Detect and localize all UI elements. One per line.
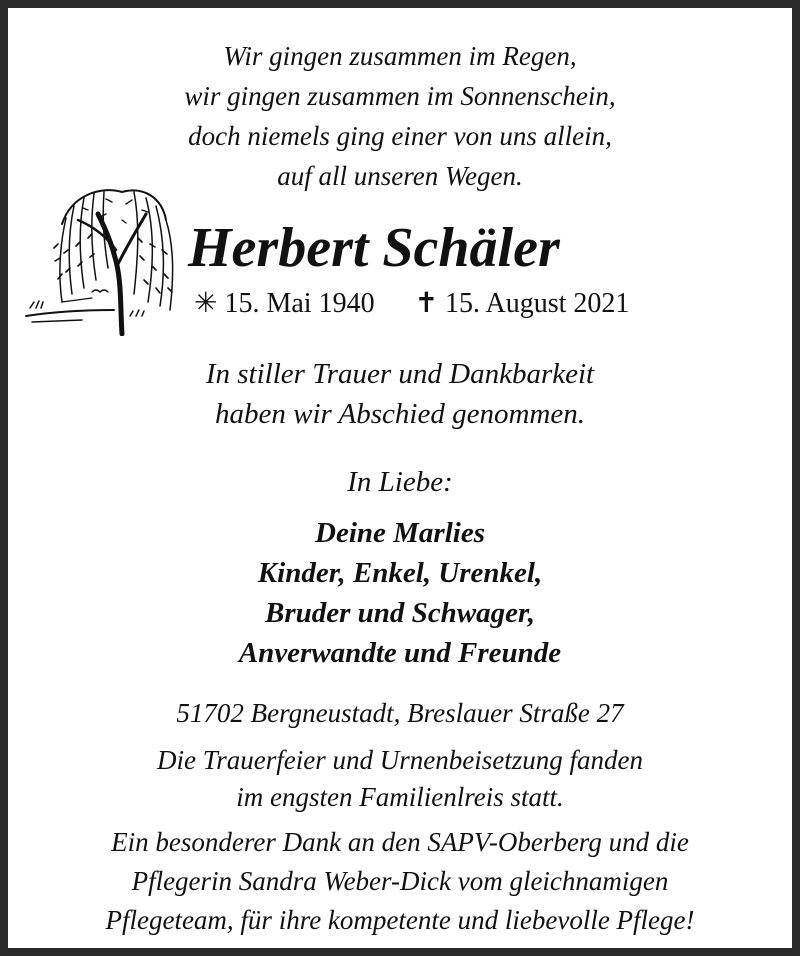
weeping-willow-tree-icon [22, 184, 180, 336]
poem-line: doch niemels ging einer von uns allein, [188, 121, 612, 151]
love-heading: In Liebe: [347, 466, 453, 498]
deceased-name: Herbert Schäler [188, 217, 560, 279]
mourning-line: haben wir Abschied genommen. [215, 398, 585, 430]
funeral-line: Die Trauerfeier und Urnenbeisetzung fanden [157, 745, 643, 775]
family-line: Kinder, Enkel, Urenkel, [257, 557, 543, 589]
birth-date: 15. Mai 1940 [224, 288, 375, 319]
thanks-line: Ein besonderer Dank an den SAPV-Oberberg und die [111, 827, 689, 857]
family-line: Anverwandte und Freunde [238, 637, 562, 669]
funeral-note [8, 742, 792, 816]
thanks-note [8, 823, 792, 940]
poem-line: wir gingen zusammen im Sonnenschein, [184, 81, 616, 111]
poem-line: auf all unseren Wegen. [277, 161, 523, 191]
mourning-line: In stiller Trauer und Dankbarkeit [205, 358, 595, 390]
poem [8, 36, 792, 196]
death-date: 15. August 2021 [445, 288, 630, 319]
family-list [8, 513, 792, 673]
life-dates [194, 286, 654, 322]
birth-star-icon: ✳ [194, 288, 218, 319]
family-line: Deine Marlies [315, 517, 485, 549]
thanks-line: Pflegerin Sandra Weber-Dick vom gleichnamigen [131, 866, 669, 896]
thanks-line: Pflegeteam, für ihre kompetente und liebevolle Pflege! [105, 905, 695, 935]
funeral-line: im engsten Familienlreis statt. [236, 782, 564, 812]
poem-line: Wir gingen zusammen im Regen, [223, 41, 577, 71]
death-cross-icon: ✝ [414, 288, 439, 319]
mourning-text [8, 354, 792, 434]
address: 51702 Bergneustadt, Breslauer Straße 27 [176, 698, 624, 728]
family-line: Bruder und Schwager, [265, 597, 535, 629]
